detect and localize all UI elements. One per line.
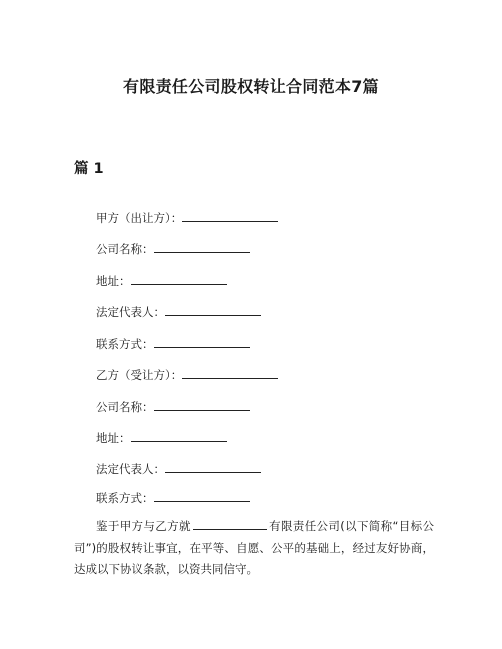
field-label: 公司名称： xyxy=(96,400,154,414)
field-party-a xyxy=(96,210,278,226)
fill-blank xyxy=(154,336,250,348)
field-label: 地址： xyxy=(96,431,131,445)
section-heading: 篇 1 xyxy=(74,161,104,177)
fill-blank xyxy=(154,241,250,253)
fill-blank xyxy=(154,490,250,502)
field-address-a xyxy=(96,273,227,289)
fill-blank xyxy=(131,273,227,285)
paragraph-text-before: 鉴于甲方与乙方就 xyxy=(96,519,191,533)
field-legal-rep-b xyxy=(96,461,261,477)
field-label: 联系方式： xyxy=(96,337,154,351)
recital-paragraph xyxy=(74,516,434,581)
company-name-blank xyxy=(193,518,267,530)
field-address-b xyxy=(96,430,227,446)
document-title: 有限责任公司股权转让合同范本7篇 xyxy=(123,77,379,96)
field-contact-a xyxy=(96,336,250,352)
field-label: 法定代表人： xyxy=(96,305,165,319)
field-label: 乙方（受让方）： xyxy=(96,368,183,382)
fill-blank xyxy=(165,461,261,473)
field-label: 甲方（出让方）： xyxy=(96,211,183,225)
field-company-name-a xyxy=(96,241,250,257)
paragraph-text-after: 有限责任公司(以下简称“目标公司”)的股权转让事宜，在平等、自愿、公平的基础上，经过友好协商，达成以下协议条款，以资共同信守。 xyxy=(74,519,435,576)
field-company-name-b xyxy=(96,399,250,415)
fill-blank xyxy=(165,304,261,316)
fill-blank xyxy=(182,210,278,222)
field-label: 法定代表人： xyxy=(96,462,165,476)
field-contact-b xyxy=(96,490,250,506)
field-label: 联系方式： xyxy=(96,491,154,505)
fill-blank xyxy=(131,430,227,442)
field-party-b xyxy=(96,367,278,383)
fill-blank xyxy=(154,399,250,411)
field-label: 地址： xyxy=(96,274,131,288)
field-legal-rep-a xyxy=(96,304,261,320)
field-label: 公司名称： xyxy=(96,242,154,256)
fill-blank xyxy=(182,367,278,379)
